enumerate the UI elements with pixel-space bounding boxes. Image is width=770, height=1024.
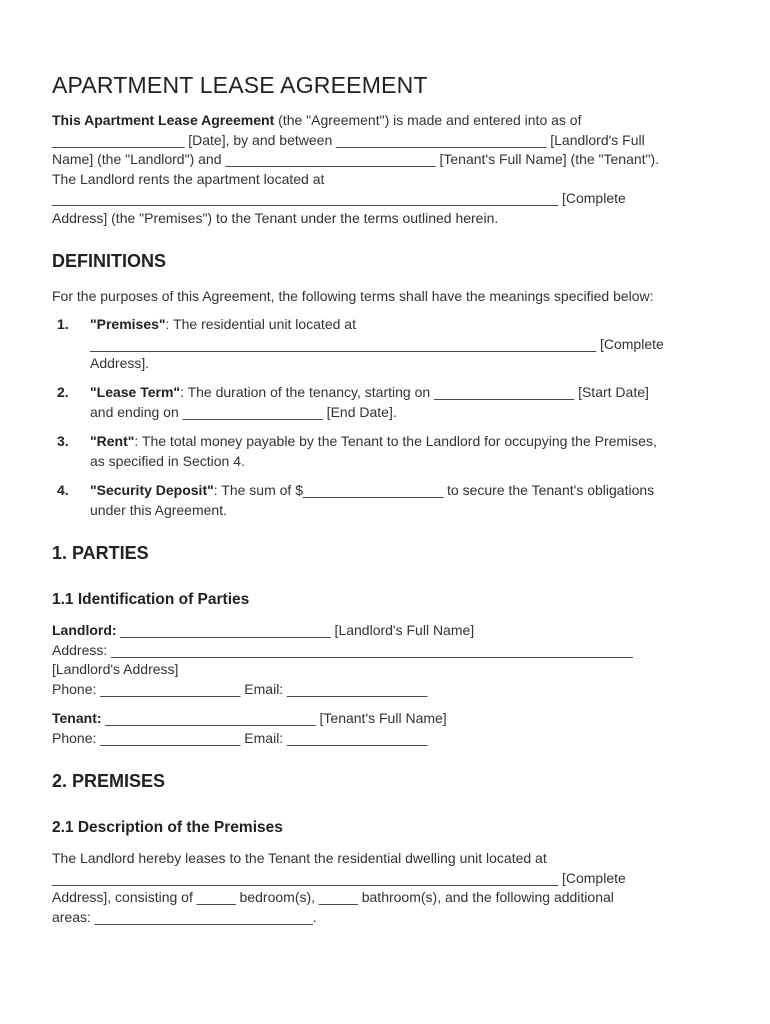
- landlord-name-line: [52, 621, 633, 641]
- definition-number: 3.: [57, 433, 69, 450]
- definition-line-1: [90, 383, 720, 403]
- definition-text: : The total money payable by the Tenant to the Landlord for occupying the Premises,: [134, 433, 657, 450]
- landlord-address-hint: [Landlord's Address]: [52, 661, 179, 678]
- intro-paragraph: [52, 111, 727, 229]
- landlord-contact-field: Phone: __________________ Email: __________________: [52, 680, 428, 697]
- premises-paragraph: [52, 849, 626, 927]
- definition-number: 2.: [57, 384, 69, 401]
- definition-line-3: Address].: [90, 355, 150, 372]
- intro-line-1-rest: (the "Agreement") is made and entered into as of: [274, 112, 582, 128]
- definition-line-1: [90, 315, 720, 335]
- definition-text: : The duration of the tenancy, starting on __________________ [Start Date]: [180, 384, 649, 401]
- definition-item-security-deposit: [52, 481, 720, 520]
- premises-line-1: The Landlord hereby leases to the Tenant the residential dwelling unit located at: [52, 850, 547, 866]
- document-title: APARTMENT LEASE AGREEMENT: [52, 72, 428, 98]
- definition-text: : The residential unit located at: [165, 316, 356, 332]
- definition-number: 4.: [57, 481, 69, 498]
- landlord-label: Landlord:: [52, 622, 117, 638]
- definition-term: "Rent": [90, 433, 135, 450]
- tenant-contact-field: Phone: __________________ Email: __________________: [52, 729, 428, 746]
- definition-line-2: under this Agreement.: [90, 501, 227, 518]
- landlord-address-field: Address: ___________________________________________________________________: [52, 641, 633, 658]
- tenant-label: Tenant:: [52, 710, 102, 726]
- parties-subheading: 1.1 Identification of Parties: [52, 591, 250, 608]
- definition-term: "Premises": [90, 316, 166, 332]
- definition-line-2: and ending on __________________ [End Date].: [90, 403, 397, 420]
- intro-line-5: _________________________________________________________________ [Complete: [52, 190, 626, 207]
- landlord-block: [52, 621, 633, 699]
- intro-line-1: [52, 111, 727, 131]
- definition-text: : The sum of $__________________ to secure the Tenant's obligations: [213, 481, 655, 498]
- definition-item-rent: [52, 432, 720, 471]
- definition-line-1: [90, 481, 720, 501]
- tenant-block: [52, 709, 447, 748]
- definition-term: "Security Deposit": [90, 481, 214, 498]
- definitions-list: [52, 315, 732, 530]
- premises-line-4: areas: ____________________________.: [52, 908, 317, 925]
- tenant-name-line: [52, 709, 447, 729]
- definition-item-lease-term: [52, 383, 720, 422]
- intro-line-3: Name] (the "Landlord") and ___________________________ [Tenant's Full Name] (the "Tenant").: [52, 151, 660, 168]
- tenant-name-field: ___________________________ [Tenant's Full Name]: [101, 710, 447, 726]
- definitions-intro: For the purposes of this Agreement, the following terms shall have the meanings specified below:: [52, 288, 654, 304]
- definition-line-1: [90, 432, 720, 452]
- definition-number: 1.: [57, 316, 69, 332]
- intro-line-6: Address] (the "Premises") to the Tenant under the terms outlined herein.: [52, 209, 499, 226]
- intro-line-4: The Landlord rents the apartment located at: [52, 170, 325, 187]
- landlord-name-field: ___________________________ [Landlord's Full Name]: [116, 622, 475, 638]
- definition-line-2: as specified in Section 4.: [90, 452, 245, 469]
- definitions-heading: DEFINITIONS: [52, 251, 167, 271]
- definition-item-premises: [52, 315, 720, 374]
- definition-term: "Lease Term": [90, 384, 181, 401]
- premises-line-3: Address], consisting of _____ bedroom(s), _____ bathroom(s), and the following additional: [52, 889, 614, 906]
- premises-line-2: _________________________________________________________________ [Complete: [52, 869, 626, 886]
- parties-heading: 1. PARTIES: [52, 543, 149, 563]
- intro-line-2: _________________ [Date], by and between ___________________________ [Landlord's Full: [52, 131, 645, 148]
- premises-subheading: 2.1 Description of the Premises: [52, 819, 283, 836]
- premises-heading: 2. PREMISES: [52, 771, 166, 791]
- intro-lead-bold: This Apartment Lease Agreement: [52, 112, 275, 128]
- definition-line-2: _________________________________________________________________ [Complete: [90, 335, 664, 352]
